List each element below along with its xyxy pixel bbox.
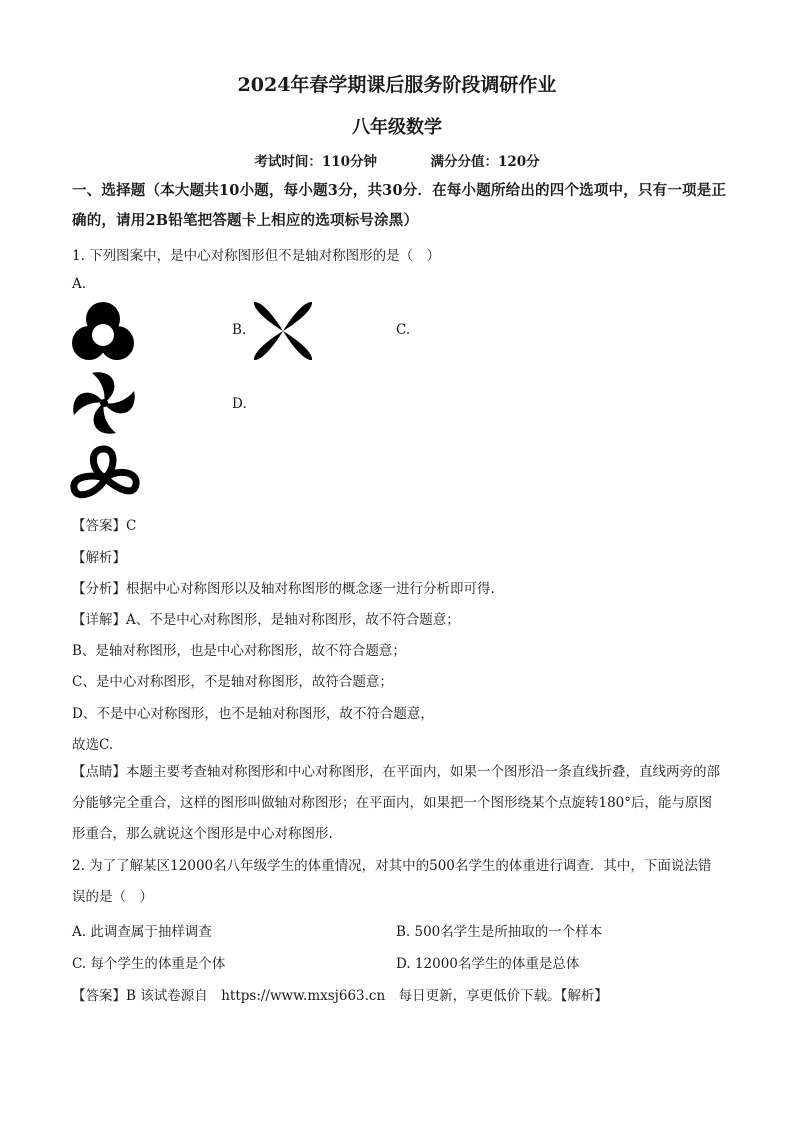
three-petal-ring-icon — [70, 299, 136, 365]
q2-option-b: B. 500名学生是所抽取的一个样本 — [396, 924, 603, 940]
section-heading: 一、选择题（本大题共10小题，每小题3分，共30分．在每小题所给出的四个选项中，只有一项是正确的，请用2B铅笔把答题卡上相应的选项标号涂黑） — [72, 182, 727, 229]
full-score: 满分分值：120分 — [430, 154, 540, 170]
three-loop-knot-icon — [70, 444, 140, 510]
conclusion-1: 故选C. — [72, 737, 114, 753]
detail-b: B、是轴对称图形，也是中心对称图形，故不符合题意； — [72, 643, 406, 659]
option-a-label: A. — [72, 276, 87, 292]
detail-c: C、是中心对称图形，不是轴对称图形，故符合题意； — [72, 674, 393, 690]
page-subtitle: 八年级数学 — [352, 117, 442, 138]
q2-option-c: C. 每个学生的体重是个体 — [72, 956, 226, 972]
comment-1: 【点睛】本题主要考查轴对称图形和中心对称图形，在平面内，如果一个图形沿一条直线折叠，直线两旁的部分能够完全重合，这样的图形叫做轴对称图形；在平面内，如果把一个图形绕某个点旋转180°后，能与原图形重合，那么就说这个图形是中心对称图形. — [72, 764, 720, 842]
option-b-label: B. — [232, 322, 247, 338]
detail-d: D、不是中心对称图形，也不是轴对称图形，故不符合题意， — [72, 706, 434, 722]
analysis-label-1: 【解析】 — [72, 550, 126, 566]
pinwheel-icon — [70, 369, 138, 437]
exam-time: 考试时间：110分钟 — [254, 154, 378, 170]
option-d-label: D. — [232, 396, 247, 412]
exam-info — [0, 150, 794, 170]
four-leaf-cross-icon — [252, 300, 314, 362]
page-title: 2024年春学期课后服务阶段调研作业 — [237, 74, 557, 96]
question-2-stem: 2. 为了了解某区12000名八年级学生的体重情况，对其中的500名学生的体重进行调查．其中，下面说法错误的是（ ） — [72, 858, 712, 905]
analysis-1: 【分析】根据中心对称图形以及轴对称图形的概念逐一进行分析即可得. — [72, 581, 495, 597]
option-c-label: C. — [396, 322, 411, 338]
detail-a: 【详解】A、不是中心对称图形，是轴对称图形，故不符合题意； — [72, 612, 460, 628]
answer-2-footer: 【答案】B 该试卷源自 https://www.mxsj663.cn 每日更新，享更低价下载。【解析】 — [72, 988, 608, 1004]
q2-option-d: D. 12000名学生的体重是总体 — [396, 956, 580, 972]
question-1-stem: 1. 下列图案中，是中心对称图形但不是轴对称图形的是（ ） — [72, 248, 441, 264]
answer-1: 【答案】C — [72, 518, 137, 534]
q2-option-a: A. 此调查属于抽样调查 — [72, 924, 212, 940]
